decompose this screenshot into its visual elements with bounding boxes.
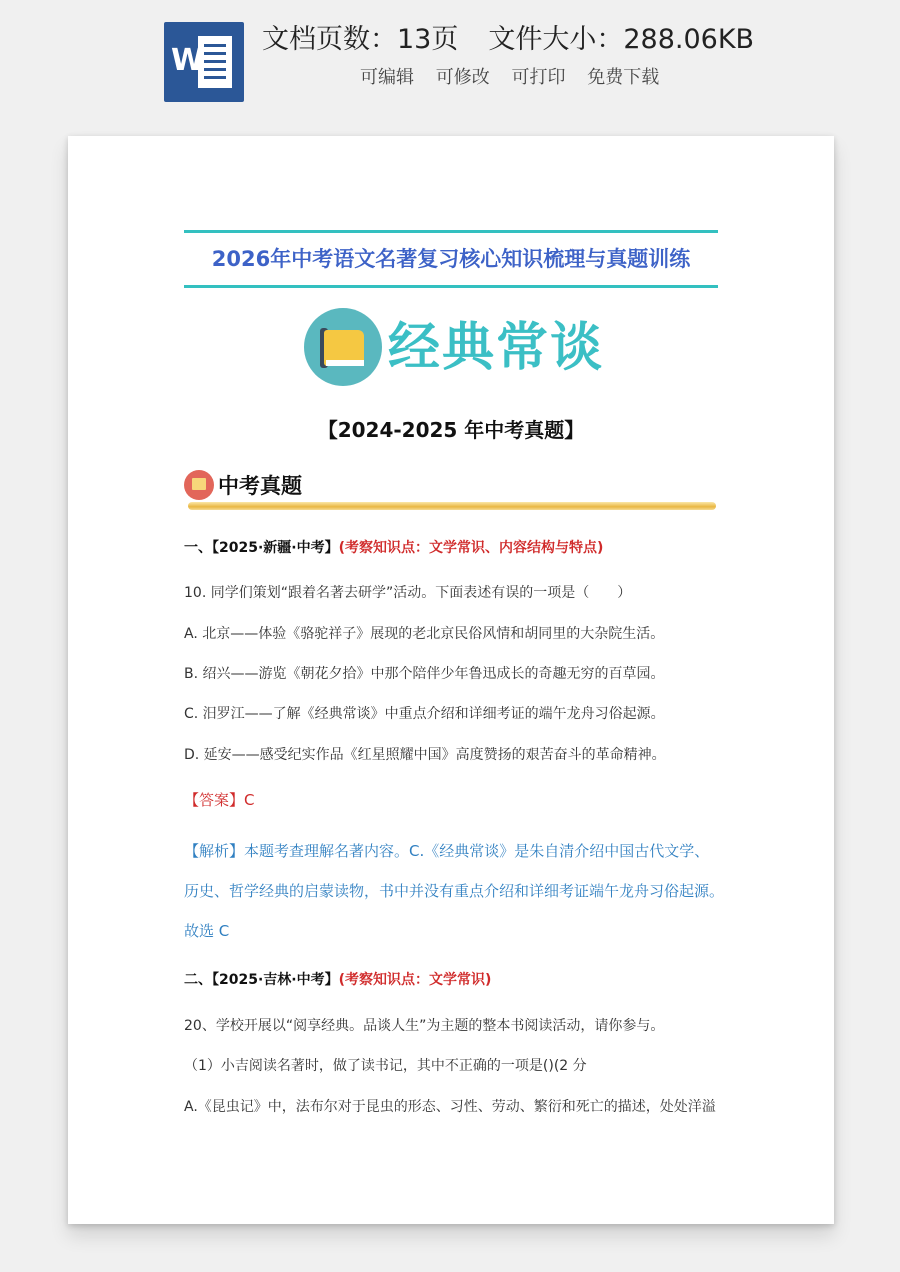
question-2-heading: 二、【2025·吉林·中考】(考察知识点：文学常识): [184, 972, 492, 988]
perm-editable: 可编辑: [360, 67, 414, 88]
perm-printable: 可打印: [511, 67, 566, 88]
option-c: C. 汨罗江——了解《经典常谈》中重点介绍和详细考证的端午龙舟习俗起源。: [184, 706, 665, 722]
perm-modifiable: 可修改: [435, 67, 490, 88]
book-icon: [304, 308, 382, 386]
knowledge-point: (考察知识点：文学常识): [338, 972, 492, 988]
question-2-sub: （1）小吉阅读名著时，做了读书记，其中不正确的一项是()(2 分: [184, 1058, 587, 1074]
folder-icon: [184, 470, 214, 500]
section-label: 中考真题: [218, 474, 302, 498]
analysis-line: 【解析】本题考查理解名著内容。C.《经典常谈》是朱自清介绍中国古代文学、: [184, 842, 710, 860]
doc-title-box: [184, 230, 718, 288]
brush-underline: [188, 502, 716, 510]
analysis-line: 历史、哲学经典的启蒙读物，书中并没有重点介绍和详细考证端午龙舟习俗起源。: [184, 882, 725, 900]
perm-free-download: 免费下载: [587, 67, 660, 88]
section-header: [184, 468, 718, 512]
option-d: D. 延安——感受纪实作品《红星照耀中国》高度赞扬的艰苦奋斗的革命精神。: [184, 747, 666, 763]
year-heading: 【2024-2025 年中考真题】: [317, 418, 585, 442]
question-2-stem: 20、学校开展以“阅享经典。品谈人生”为主题的整本书阅读活动，请你参与。: [184, 1018, 665, 1034]
option-a: A. 北京——体验《骆驼祥子》展现的老北京民俗风情和胡同里的大杂院生活。: [184, 626, 665, 642]
word-icon-letter: W: [171, 43, 205, 78]
knowledge-point: (考察知识点：文学常识、内容结构与特点): [338, 540, 604, 556]
permissions: [360, 64, 669, 92]
page-count: 文档页数：13页: [262, 24, 459, 55]
file-size: 文件大小：288.06KB: [488, 24, 755, 55]
question-1-stem: 10. 同学们策划“跟着名著去研学”活动。下面表述有误的一项是（ ）: [184, 585, 632, 601]
word-document-icon: [164, 22, 244, 102]
option-b: B. 绍兴——游览《朝花夕拾》中那个陪伴少年鲁迅成长的奇趣无穷的百草园。: [184, 666, 665, 682]
book-title: 经典常谈: [388, 318, 605, 378]
doc-title: 2026年中考语文名著复习核心知识梳理与真题训练: [211, 247, 691, 271]
file-info-banner: [0, 0, 900, 120]
question-1-heading: 一、【2025·新疆·中考】(考察知识点：文学常识、内容结构与特点): [184, 540, 604, 556]
document-page: [68, 136, 834, 1224]
file-meta: [262, 20, 754, 60]
analysis-line: 故选 C: [184, 922, 230, 940]
answer: 【答案】C: [184, 791, 255, 809]
question-2-option-a: A.《昆虫记》中，法布尔对于昆虫的形态、习性、劳动、繁衍和死亡的描述，处处洋溢: [184, 1099, 716, 1115]
